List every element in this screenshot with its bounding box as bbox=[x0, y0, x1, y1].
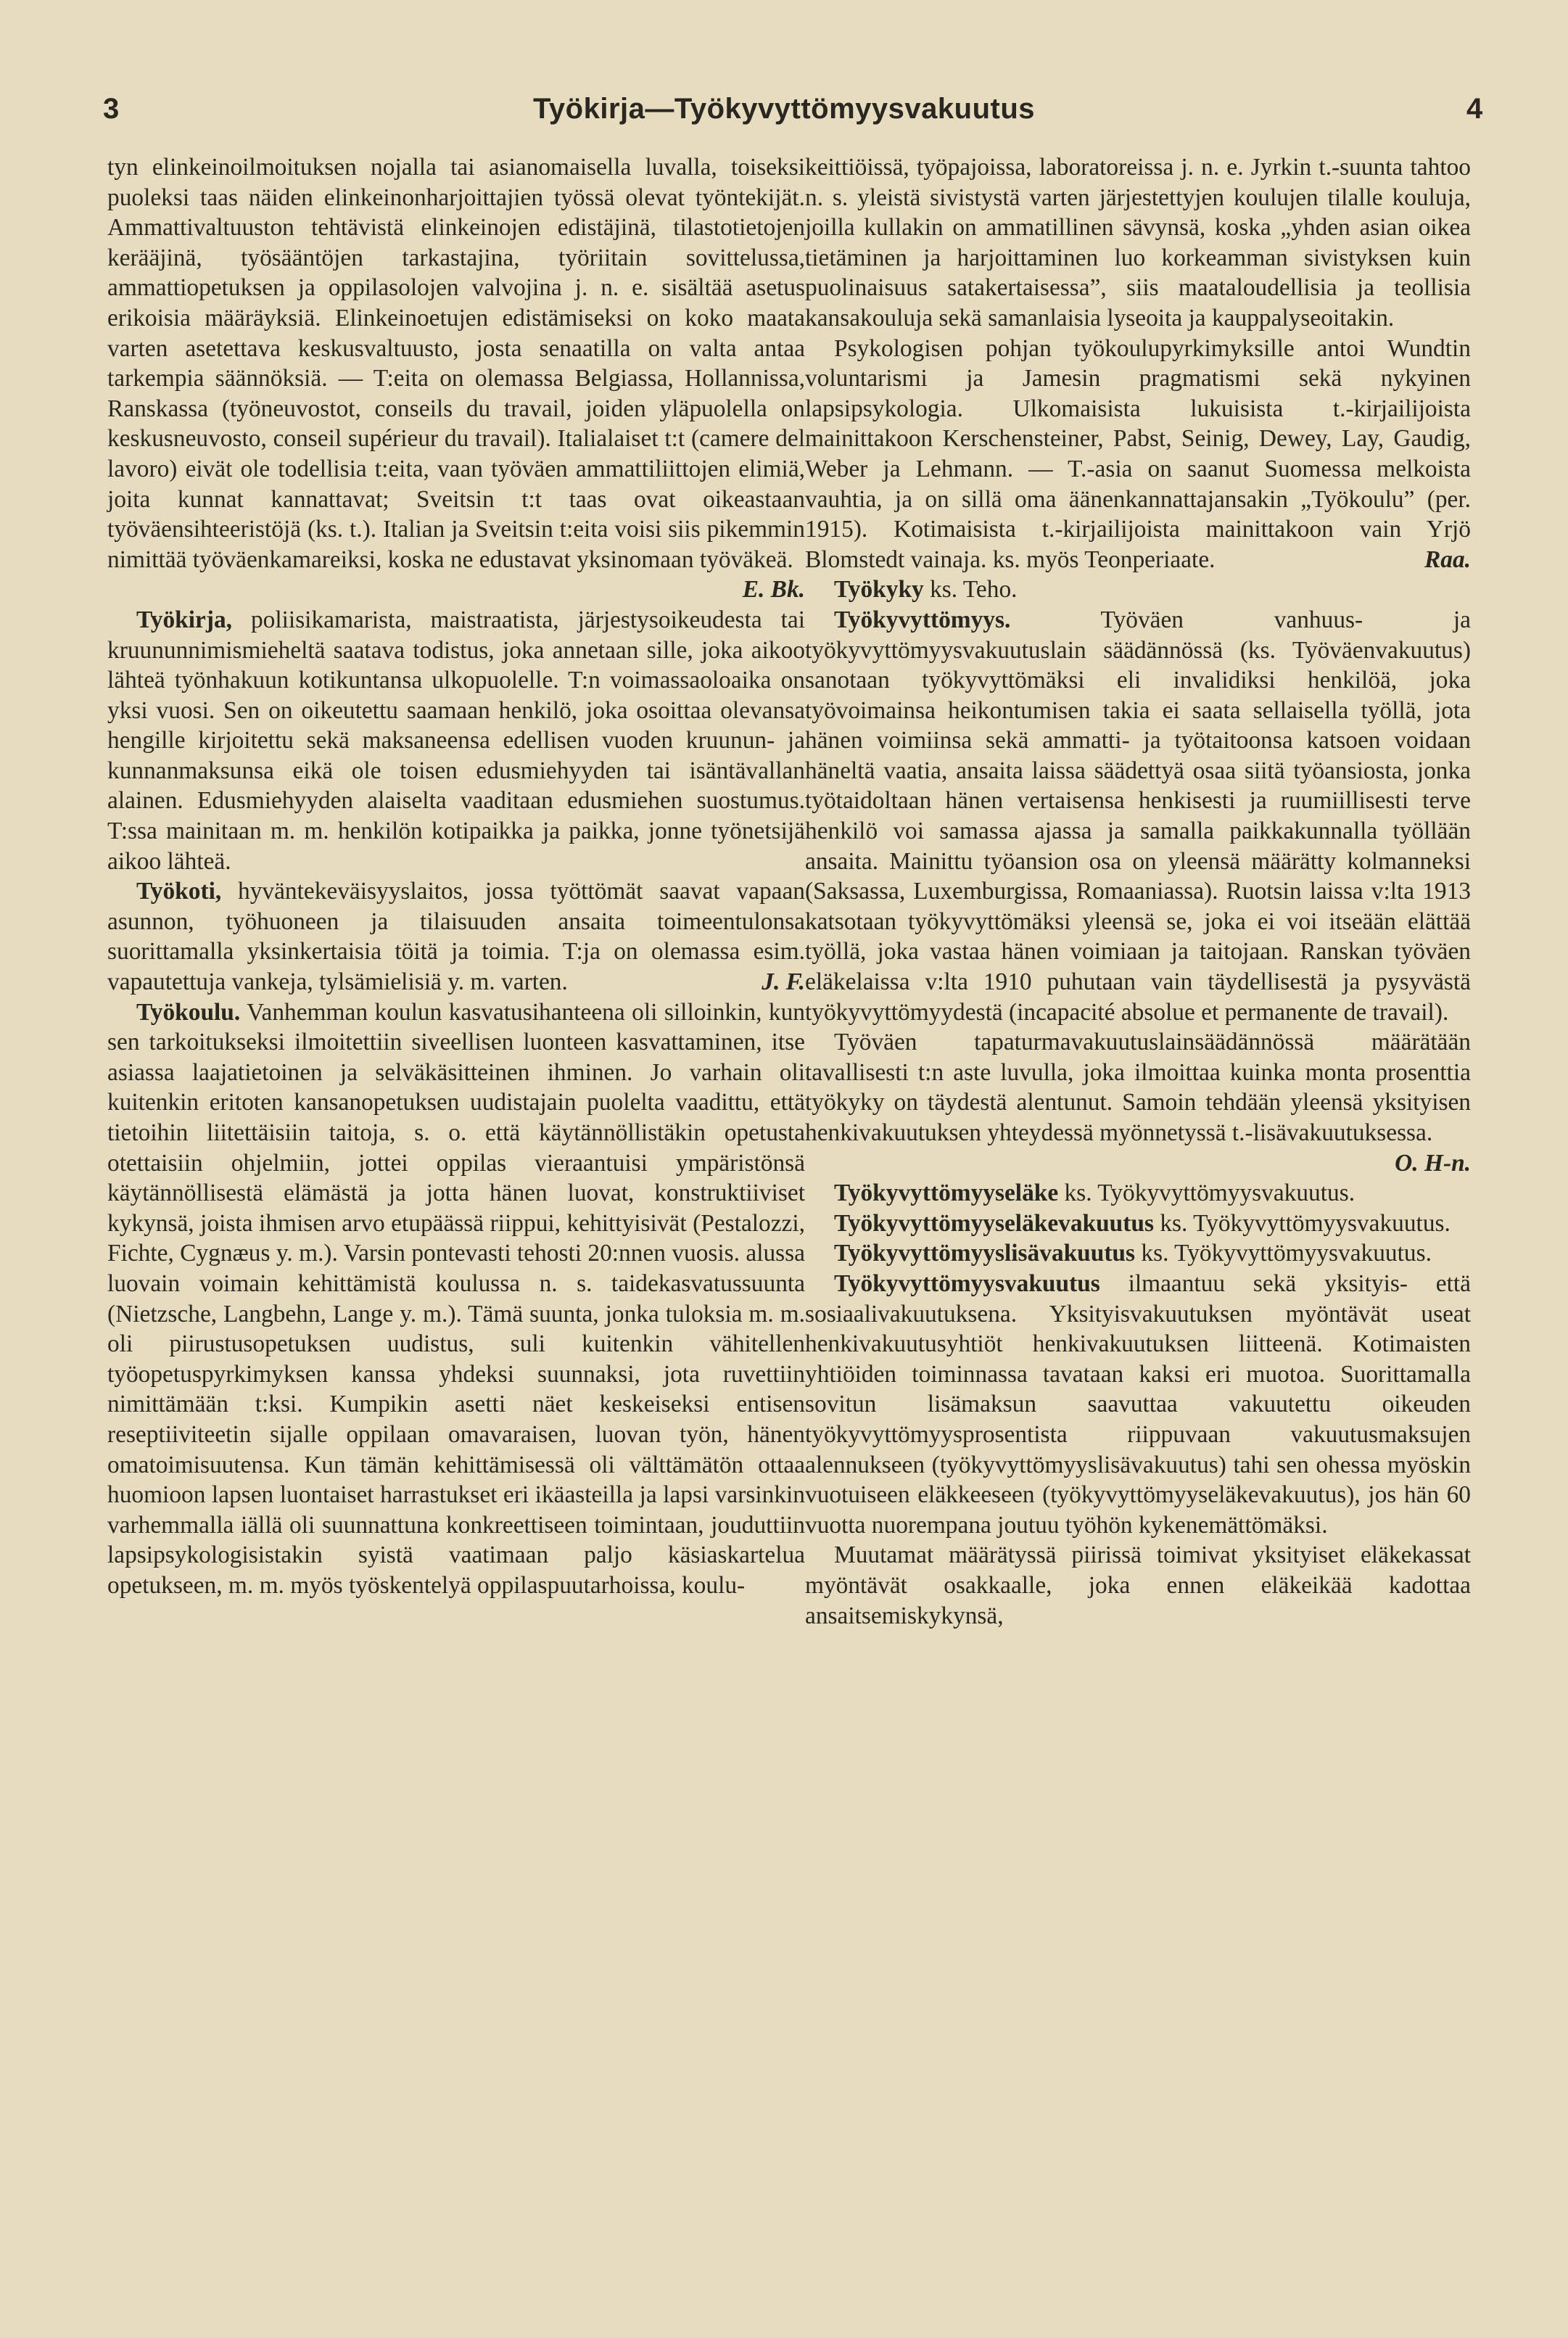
body-text: ks. Teho. bbox=[930, 576, 1018, 604]
headword: Työkirja, bbox=[136, 606, 233, 633]
headword: Työkyvyttömyyseläke bbox=[834, 1180, 1059, 1207]
body-text: tyn elinkeinoilmoituksen nojalla tai asianomaisella luvalla, toiseksi puoleksi taas näiden elinkeinonharjoittajien työssä olevat työntekijät. Ammattivaltuuston tehtävistä elinkeinojen edistäjinä, tilastotietojen kerääjinä, työsääntöjen tarkastajina, työriitain sovittelussa, ammattiopetuksen ja oppilasolojen valvojina j. n. e. sisältää asetus erikoisia määräyksiä. Elinkeinoetujen edistämiseksi on koko maata varten asetettava keskusvaltuusto, josta senaatilla on valta antaa tarkempia säännöksiä. — T:eita on olemassa Belgiassa, Hollannissa, Ranskassa (työneuvostot, conseils du travail, joiden yläpuolella on keskusneuvosto, conseil supérieur du travail). Italialaiset t:t (camere del lavoro) eivät ole todellisia t:eita, vaan työväen ammattiliittojen elimiä, joita kunnat kannattavat; Sveitsin t:t taas ovat oikeastaan työväensihteeristöjä (ks. t.). Italian ja Sveitsin t:eita voisi siis pikemmin nimittää työväenkamareiksi, koska ne edustavat yksinomaan työväkeä. bbox=[107, 154, 805, 573]
body-text: ks. Työkyvyttömyysvakuutus. bbox=[1141, 1240, 1432, 1267]
article-paragraph bbox=[805, 334, 1471, 575]
article-paragraph bbox=[805, 1209, 1471, 1239]
author-signature: Raa. bbox=[1424, 546, 1471, 573]
body-text: Työväen vanhuus- ja työkyvyttömyysvakuutuslain säädännössä (ks. Työväenvakuutus) sanotaan työkyvyttömäksi eli invalidiksi henkilöä, joka työvoimainsa heikontumisen takia ei saata sellaisella työllä, jota hänen voimiinsa sekä ammatti- ja työtaitoonsa katsoen voidaan häneltä vaatia, ansaita laissa säädettyä osaa siitä työansiosta, jonka työtaidoltaan hänen vertaisensa henkisesti ja ruumiillisesti terve henkilö voi samassa ajassa ja samalla paikkakunnalla työllään ansaita. Mainittu työansion osa on yleensä määrätty kolmanneksi (Saksassa, Luxemburgissa, Romaaniassa). Ruotsin laissa v:lta 1913 katsotaan työkyvyttömäksi yleensä se, joka ei voi itseään elättää työllä, joka vastaa hänen voimiaan ja taitojaan. Ranskan työväen eläkelaissa v:lta 1910 puhutaan vain täydellisestä ja pysyvästä työkyvyttömyydestä (incapacité absolue et permanente de travail). bbox=[805, 606, 1471, 1026]
article-paragraph bbox=[805, 1238, 1471, 1269]
article-paragraph bbox=[107, 152, 805, 605]
body-text: keittiöissä, työpajoissa, laboratoreissa j. n. e. Jyrkin t.-suunta tahtoo n. s. yleistä sivistystä varten järjestettyjen koulujen tilalle kouluja, joilla kullakin on ammatillinen sävynsä, koska „yhden asian oikea tietäminen ja harjoittaminen luo korkeamman sivistyksen kuin puolinaisuus satakertaisessa”, siis maataloudellisia ja teollisia kansakouluja sekä samanlaisia lyseoita ja kauppalyseoitakin. bbox=[805, 154, 1471, 332]
body-text: Muutamat määrätyssä piirissä toimivat yksityiset eläkekassat myöntävät osakkaalle, joka ennen eläkeikää kadottaa ansaitsemiskykynsä, bbox=[805, 1541, 1471, 1629]
author-signature: O. H-n. bbox=[1395, 1149, 1471, 1177]
left-column bbox=[107, 152, 805, 1601]
headword: Työkyvyttömyysvakuutus bbox=[834, 1269, 1100, 1297]
body-text: Vanhemman koulun kasvatusihanteena oli silloinkin, kun sen tarkoitukseksi ilmoitettiin siveellisen luonteen kasvattaminen, itse asiassa laajatietoinen ja selväkäsitteinen ihminen. Jo varhain oli kuitenkin eritoten kansanopetuksen uudistajain puolelta vaadittu, että tietoihin liitettäisiin taitoja, s. o. että käytännöllistäkin opetusta otettaisiin ohjelmiin, jottei oppilas vieraantuisi ympäristönsä käytännöllisestä elämästä ja jotta hänen luovat, konstruktiiviset kykynsä, joista ihmisen arvo etupäässä riippui, kehittyisivät (Pestalozzi, Fichte, Cygnæus y. m.). Varsin pontevasti tehosti 20:nnen vuosis. alussa luovain voimain kehittämistä koulussa n. s. taidekasvatussuunta (Nietzsche, Langbehn, Lange y. m.). Tämä suunta, jonka tuloksia m. m. oli piirustusopetuksen uudistus, suli kuitenkin vähitellen työopetuspyrkimyksen kanssa yhdeksi suunnaksi, jota ruvettiin nimittämään t:ksi. Kumpikin asetti näet keskeiseksi entisen reseptiiviteetin sijalle oppilaan omavaraisen, luovan työn, hänen omatoimisuutensa. Kun tämän kehittämisessä oli välttämätön ottaa huomioon lapsen luontaiset harrastukset eri ikäasteilla ja lapsi varsinkin varhemmalla iällä oli suunnattuna konkreettiseen toimintaan, jouduttiin lapsipsykologisistakin syistä vaatimaan paljo käsiaskartelua opetukseen, m. m. myös työskentelyä oppilaspuutarhoissa, koulu- bbox=[107, 998, 805, 1599]
headword: Työkyky bbox=[834, 576, 924, 604]
article-paragraph bbox=[805, 1540, 1471, 1631]
headword: Työkyvyttömyys. bbox=[834, 606, 1011, 633]
article-paragraph bbox=[805, 1027, 1471, 1178]
right-column bbox=[805, 152, 1471, 1631]
page-number-right: 4 bbox=[1466, 93, 1483, 125]
body-text: Psykologisen pohjan työkoulupyrkimyksille antoi Wundtin voluntarismi ja Jamesin pragmatismi sekä nykyinen lapsipsykologia. Ulkomaisista lukuisista t.-kirjailijoista mainittakoon Kerschensteiner, Pabst, Seinig, Dewey, Lay, Gaudig, Weber ja Lehmann. — T.-asia on saanut Suomessa melkoista vauhtia, ja on sillä oma äänenkannattajansakin „Työkoulu” (per. 1915). Kotimaisista t.-kirjailijoista mainittakoon vain Yrjö Blomstedt vainaja. ks. myös Teonperiaate. bbox=[805, 334, 1471, 573]
body-text: ks. Työkyvyttömyysvakuutus. bbox=[1160, 1209, 1451, 1237]
article-paragraph bbox=[805, 575, 1471, 605]
headword: Työkoti, bbox=[136, 878, 222, 905]
article-paragraph bbox=[107, 997, 805, 1601]
article-paragraph bbox=[805, 1178, 1471, 1209]
body-text: ks. Työkyvyttömyysvakuutus. bbox=[1064, 1180, 1356, 1207]
page-header bbox=[0, 93, 1568, 144]
article-paragraph bbox=[805, 152, 1471, 334]
body-text: Työväen tapaturmavakuutuslainsäädännössä määrätään tavallisesti t:n aste luvulla, joka ilmoittaa kuinka monta prosenttia työkyky on täydestä alentunut. Samoin tehdään yleensä yksityisen henkivakuutuksen yhteydessä myönnetyssä t.-lisävakuutuksessa. bbox=[805, 1029, 1471, 1146]
article-paragraph bbox=[107, 605, 805, 876]
headword: Työkyvyttömyyseläkevakuutus bbox=[834, 1209, 1154, 1237]
body-text: hyväntekeväisyyslaitos, jossa työttömät saavat vapaan asunnon, työhuoneen ja tilaisuuden ansaita toimeentulonsa suorittamalla yksinkertaisia töitä ja toimia. T:ja on olemassa esim. vapautettuja vankeja, tylsämielisiä y. m. varten. bbox=[107, 878, 805, 996]
author-signature: E. Bk. bbox=[742, 576, 805, 604]
page-number-left: 3 bbox=[103, 93, 120, 125]
article-paragraph bbox=[805, 605, 1471, 1027]
article-paragraph bbox=[107, 876, 805, 997]
body-text: poliisikamarista, maistraatista, järjestysoikeudesta tai kruununnimismieheltä saatava todistus, joka annetaan sille, joka aikoo lähteä työnhakuun kotikuntansa ulkopuolelle. T:n voimassaoloaika on yksi vuosi. Sen on oikeutettu saamaan henkilö, joka osoittaa olevansa hengille kirjoitettu sekä maksaneensa edellisen vuoden kruunun- ja kunnanmaksunsa eikä ole toisen edusmiehyyden tai isäntävallan alainen. Edusmiehyyden alaiselta vaaditaan edusmiehen suostumus. T:ssa mainitaan m. m. henkilön kotipaikka ja paikka, jonne työnetsijä aikoo lähteä. bbox=[107, 606, 805, 875]
body-text: ilmaantuu sekä yksityis- että sosiaalivakuutuksena. Yksityisvakuutuksen myöntävät useat henkivakuutusyhtiöt henkivakuutuksen liitteenä. Kotimaisten yhtiöiden toiminnassa tavataan kaksi eri muotoa. Suorittamalla sovitun lisämaksun saavuttaa vakuutettu oikeuden työkyvyttömyysprosentista riippuvaan vakuutusmaksujen alennukseen (työkyvyttömyyslisävakuutus) tahi sen ohessa myöskin vuotuiseen eläkkeeseen (työkyvyttömyyseläkevakuutus), jos hän 60 vuotta nuorempana joutuu työhön kykenemättömäksi. bbox=[805, 1269, 1471, 1539]
article-paragraph bbox=[805, 1269, 1471, 1540]
headword: Työkyvyttömyyslisävakuutus bbox=[834, 1240, 1136, 1267]
headword: Työkoulu. bbox=[136, 998, 241, 1026]
running-title: Työkirja—Työkyvyttömyysvakuutus bbox=[532, 93, 1036, 125]
author-signature: J. F. bbox=[762, 968, 805, 996]
